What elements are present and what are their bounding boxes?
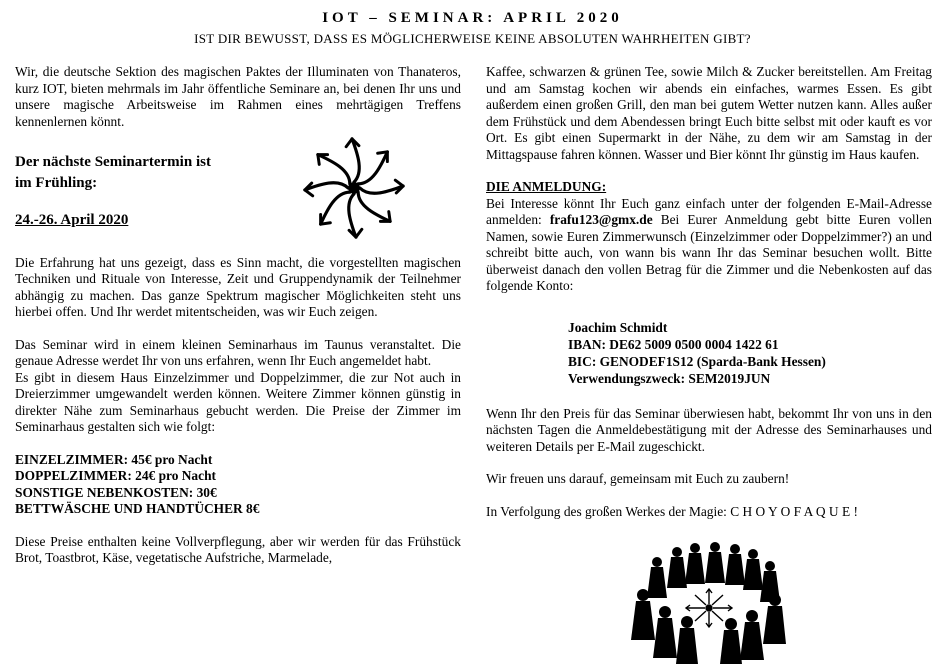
next-date-heading-1: Der nächste Seminartermin ist: [15, 154, 211, 170]
registration-text-2: Bei Eurer Anmeldung gebt bitte Euren vollen Namen, sowie Euren Zimmerwunsch (Einzelzimmer oder Doppelzimmer?) an und schreibt bitte auch, von wann bis wann Ihr das Seminar besuchen wollt. Bitte überweist danach den vollen Betrag für die Zimmer und die Nebenkosten auf das folgende Konto:: [486, 212, 932, 293]
food-paragraph-start: Diese Preise enthalten keine Vollverpflegung, aber wir werden für das Frühstück Brot, Toastbrot, Käse, vegetatische Aufstriche, Marmelade,: [15, 533, 461, 565]
chaos-star-spiral-icon: [295, 129, 413, 247]
rooms-paragraph: Es gibt in diesem Haus Einzelzimmer und Doppelzimmer, die zur Not auch in Dreierzimmer umgewandelt werden können. Weitere Zimmer können günstig in direkter Nähe zum Seminarhaus gebucht werden. Die Preise der Zimmer im Seminarhaus gestalten sich wie folgt:: [15, 369, 461, 434]
price-linen: BETTWÄSCHE UND HANDTÜCHER 8€: [15, 501, 260, 516]
bank-iban: IBAN: DE62 5009 0500 0004 1422 61: [568, 336, 779, 352]
bank-bic: BIC: GENODEF1S12 (Sparda-Bank Hessen): [568, 353, 826, 369]
joy-line: Wir freuen uns darauf, gemeinsam mit Euch zu zaubern!: [486, 471, 790, 486]
bank-reference: Verwendungszweck: SEM2019JUN: [568, 370, 771, 386]
food-paragraph-continued: Kaffee, schwarzen & grünen Tee, sowie Milch & Zucker bereitstellen. Am Freitag und am Samstag kochen wir abends ein einfaches, warmes Essen. Es gibt außerdem einen großen Grill, den man bei gutem Wetter nutzen kann. Alles außer dem Frühstück und dem Abendessen bringt Euch bitte selbst mit oder kauft es vor Ort. Es gibt einen Supermarkt in der Nähe, zu dem wir am Samstag in der Mittagspause fahren können. Wasser und Bier könnt Ihr günstig im Haus kaufen.: [486, 64, 932, 162]
bank-holder: Joachim Schmidt: [568, 319, 668, 335]
price-double: DOPPELZIMMER: 24€ pro Nacht: [15, 468, 216, 483]
closing-line: In Verfolgung des großen Werkes der Magie: C H O Y O F A Q U E !: [486, 503, 858, 519]
next-date-heading-2: im Frühling:: [15, 175, 98, 191]
intro-paragraph: Wir, die deutsche Sektion des magischen Paktes der Illuminaten von Thanateros, kurz IOT, bieten mehrmals im Jahr öffentliche Seminare an, bei denen Ihr uns und unsere magische Arbeitsweise im Rahmen eines mehrtägigen Treffens kennenlernen könnt.: [15, 64, 461, 129]
page-title: IOT – SEMINAR: APRIL 2020: [322, 10, 623, 26]
price-other: SONSTIGE NEBENKOSTEN: 30€: [15, 484, 217, 500]
registration-text-1: Bei Interesse könnt Ihr Euch ganz einfach unter der folgenden E-Mail-Adresse anmelden:: [486, 195, 932, 227]
ritual-circle-icon: [627, 540, 787, 665]
page-subtitle: IST DIR BEWUSST, DASS ES MÖGLICHERWEISE KEINE ABSOLUTEN WAHRHEITEN GIBT?: [194, 31, 751, 46]
experience-paragraph: Die Erfahrung hat uns gezeigt, dass es Sinn macht, die vorgestellten magischen Techniken und Rituale von Interesse, Zeit und Gruppendynamik der Teilnehmer abhängig zu machen. Das ganze Spektrum magischer Möglichkeiten steht uns hierbei offen. Und Ihr werdet mitentscheiden, was wir Euch zeigen.: [15, 254, 461, 319]
registration-heading: DIE ANMELDUNG:: [486, 179, 607, 194]
email-address[interactable]: frafu123@gmx.de: [549, 212, 653, 227]
location-paragraph: Das Seminar wird in einem kleinen Seminarhaus im Taunus veranstaltet. Die genaue Adresse werdet Ihr von uns erfahren, wenn Ihr Euch angemeldet habt.: [15, 336, 461, 368]
price-single: EINZELZIMMER: 45€ pro Nacht: [15, 451, 213, 467]
right-column: [486, 64, 932, 520]
registration-paragraph: [486, 196, 932, 295]
confirmation-paragraph: Wenn Ihr den Preis für das Seminar überwiesen habt, bekommt Ihr von uns in den nächsten Tagen die Anmeldebestätigung mit der Adresse des Seminarhauses und weiteren Details per E-Mail zugeschickt.: [486, 405, 932, 454]
seminar-date: 24.-26. April 2020: [15, 212, 129, 228]
